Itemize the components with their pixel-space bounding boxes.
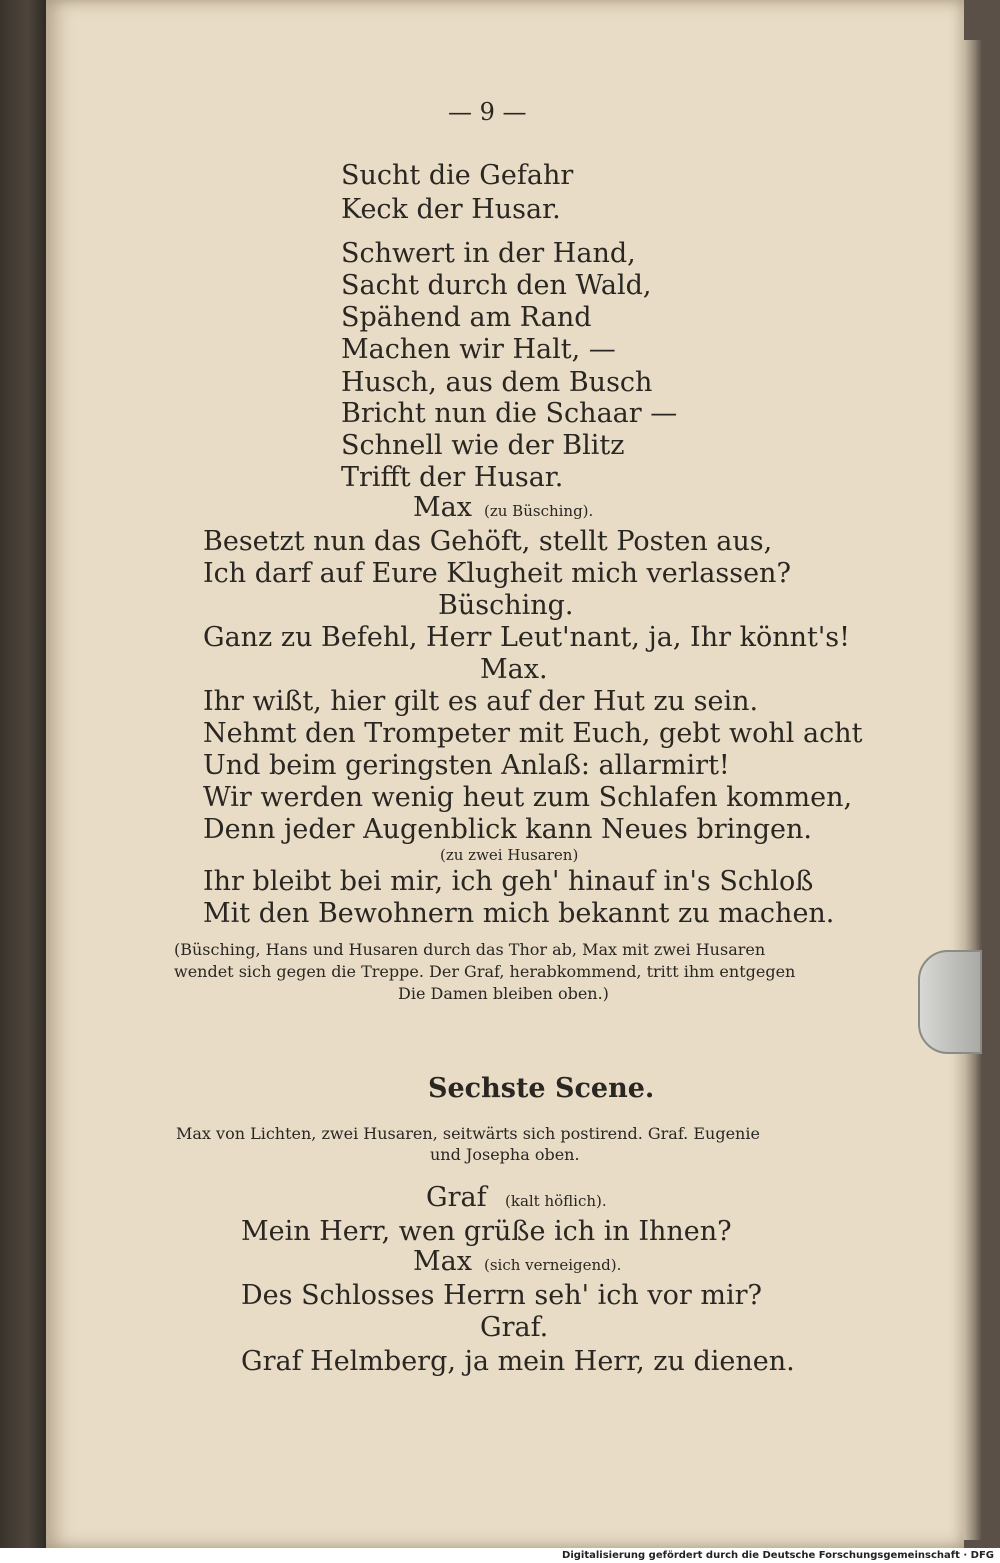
stage-direction: (zu Büsching). [484,502,594,520]
stage-direction: Die Damen bleiben oben.) [398,984,609,1003]
verse-line: Machen wir Halt, — [341,334,616,365]
page-tab [918,950,982,1054]
character-list: und Josepha oben. [430,1145,580,1164]
verse-line: Mit den Bewohnern mich bekannt zu machen. [203,898,835,929]
stage-direction: (Büsching, Hans und Husaren durch das Thor ab, Max mit zwei Husaren [174,940,766,959]
footer-bar [0,1548,1000,1563]
stage-direction: (sich verneigend). [484,1256,622,1274]
stage-direction: (kalt höflich). [505,1192,607,1210]
verse-line: Wir werden wenig heut zum Schlafen kommen, [203,782,853,813]
verse-line: Trifft der Husar. [341,462,564,493]
verse-line: Denn jeder Augenblick kann Neues bringen. [203,814,812,845]
verse-line: Sacht durch den Wald, [341,270,652,301]
speaker-name: Graf [426,1182,487,1213]
page-number: — 9 — [448,98,527,126]
speaker-name: Max [413,1246,472,1277]
verse-line: Spähend am Rand [341,302,592,333]
speaker-name: Max [413,492,472,523]
verse-line: Des Schlosses Herrn seh' ich vor mir? [241,1280,762,1311]
verse-line: Husch, aus dem Busch [341,367,653,398]
verse-line: Bricht nun die Schaar — [341,398,678,429]
verse-line: Und beim geringsten Anlaß: allarmirt! [203,750,730,781]
verse-line: Besetzt nun das Gehöft, stellt Posten aus, [203,526,773,557]
verse-line: Ihr bleibt bei mir, ich geh' hinauf in's Schloß [203,866,814,897]
verse-line: Schnell wie der Blitz [341,430,625,461]
book-binding [0,0,46,1563]
stage-direction: (zu zwei Husaren) [440,846,579,864]
verse-line: Ihr wißt, hier gilt es auf der Hut zu sein. [203,686,759,717]
speaker-name: Büsching. [438,590,574,621]
verse-line: Sucht die Gefahr [341,160,574,191]
verse-line: Keck der Husar. [341,194,561,225]
scene-heading: Sechste Scene. [428,1073,655,1104]
character-list: Max von Lichten, zwei Husaren, seitwärts sich postirend. Graf. Eugenie [176,1124,760,1143]
verse-line: Graf Helmberg, ja mein Herr, zu dienen. [241,1346,795,1377]
page-edge [964,40,982,1540]
verse-line: Nehmt den Trompeter mit Euch, gebt wohl acht [203,718,863,749]
verse-line: Schwert in der Hand, [341,238,636,269]
speaker-name: Graf. [480,1312,549,1343]
verse-line: Ich darf auf Eure Klugheit mich verlassen? [203,558,791,589]
verse-line: Mein Herr, wen grüße ich in Ihnen? [241,1216,732,1247]
footer-credit: Digitalisierung gefördert durch die Deutsche Forschungsgemeinschaft · DFG [562,1550,994,1561]
stage-direction: wendet sich gegen die Treppe. Der Graf, herabkommend, tritt ihm entgegen [174,962,796,981]
verse-line: Ganz zu Befehl, Herr Leut'nant, ja, Ihr könnt's! [203,622,850,653]
speaker-name: Max. [480,654,548,685]
